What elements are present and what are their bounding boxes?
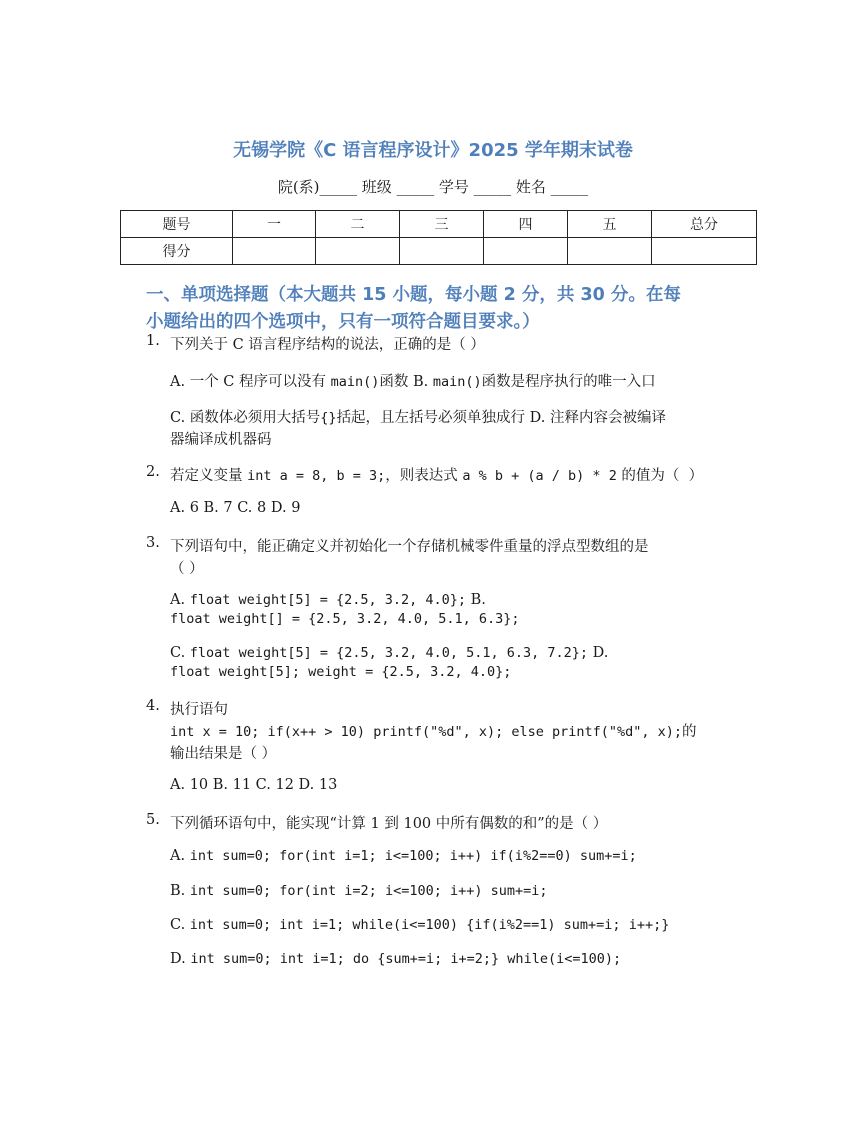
code-text: float weight[5] = {2.5, 3.2, 4.0}; (189, 592, 467, 608)
question-line (170, 664, 511, 680)
question-line (170, 812, 607, 833)
text: ，则表达式 (385, 468, 463, 484)
code-text: int sum=0; int i=1; while(i<=100) {if(i%2==1) sum+=i; i++;} (189, 917, 670, 933)
text: 下列关于 C 语言程序结构的说法，正确的是（ ） (170, 337, 485, 353)
text: A. 一个 C 程序可以没有 (170, 374, 331, 390)
text: D. (588, 645, 609, 661)
question-number: 3. (146, 535, 160, 551)
text: 的 (682, 724, 697, 740)
header-cell: 一 (233, 211, 316, 238)
question-line (170, 406, 666, 427)
section-heading: 一、单项选择题（本大题共 15 小题，每小题 2 分，共 30 分。在每 (146, 285, 681, 305)
text: 括起，且左括号必须单独成行 D. 注释内容会被编译 (336, 410, 666, 426)
code-text: float weight[5]; weight = {2.5, 3.2, 4.0}; (170, 664, 512, 680)
code-text: int sum=0; for(int i=1; i<=100; i++) if(i%2==0) sum+=i; (189, 848, 637, 864)
score-table (120, 210, 757, 265)
score-cell (568, 238, 652, 265)
student-info-fields: 院(系)_____ 班级 _____ 学号 _____ 姓名 _____ (277, 178, 589, 196)
text: 输出结果是（ ） (170, 746, 277, 762)
text: C. (170, 917, 190, 933)
score-cell (400, 238, 484, 265)
question-line (170, 611, 520, 627)
text: C. 函数体必须用大括号 (170, 410, 321, 426)
question-line (170, 698, 228, 719)
question-line (170, 883, 548, 899)
question-line (170, 848, 637, 864)
question-line (170, 464, 703, 485)
code-text: int sum=0; int i=1; do {sum+=i; i+=2;} while(i<=100); (190, 951, 622, 967)
question-line (170, 917, 669, 933)
code-text: int sum=0; for(int i=2; i<=100; i++) sum+=i; (189, 883, 548, 899)
question-line (170, 500, 300, 516)
text: 下列循环语句中，能实现“计算 1 到 100 中所有偶数的和”的是（ ） (170, 816, 608, 832)
question-line (170, 535, 649, 556)
question-number: 5. (146, 812, 160, 828)
header-cell: 总分 (652, 211, 757, 238)
text: （ ） (170, 561, 204, 577)
code-text: int x = 10; if(x++ > 10) printf("%d", x); else printf("%d", x); (170, 724, 683, 740)
question-number: 2. (146, 464, 160, 480)
question-line (170, 333, 485, 354)
question-line (170, 742, 276, 763)
code-text: float weight[5] = {2.5, 3.2, 4.0, 5.1, 6.3, 7.2}; (189, 645, 589, 661)
question-line (170, 951, 621, 967)
text: A. 10 B. 11 C. 12 D. 13 (170, 777, 338, 793)
text: 的值为（ ） (616, 468, 704, 484)
header-cell: 题号 (121, 211, 233, 238)
text: D. (170, 951, 191, 967)
section-heading: 小题给出的四个选项中，只有一项符合题目要求。） (146, 312, 540, 332)
score-cell (652, 238, 757, 265)
score-cell (316, 238, 400, 265)
text: 器编译成机器码 (170, 432, 272, 448)
code-text: main() (330, 374, 380, 390)
text: A. 6 B. 7 C. 8 D. 9 (170, 500, 301, 516)
text: B. (170, 883, 190, 899)
text: A. (170, 848, 190, 864)
question-line (170, 428, 272, 449)
row-label: 得分 (121, 238, 233, 265)
score-cell (233, 238, 316, 265)
exam-title: 无锡学院《C 语言程序设计》2025 学年期末试卷 (233, 140, 633, 161)
header-cell: 二 (316, 211, 400, 238)
question-number: 4. (146, 698, 160, 714)
text: C. (170, 645, 190, 661)
header-cell: 五 (568, 211, 652, 238)
header-cell: 四 (484, 211, 568, 238)
header-cell: 三 (400, 211, 484, 238)
score-cell (484, 238, 568, 265)
text: 下列语句中，能正确定义并初始化一个存储机械零件重量的浮点型数组的是 (170, 539, 649, 555)
text: A. (170, 592, 190, 608)
code-text: a % b + (a / b) * 2 (462, 468, 617, 484)
question-line (170, 777, 337, 793)
question-line (170, 592, 486, 608)
text: 若定义变量 (170, 468, 248, 484)
code-text: int a = 8, b = 3; (247, 468, 386, 484)
text: 执行语句 (170, 702, 228, 718)
score-table-row (121, 238, 757, 265)
question-line (170, 370, 656, 391)
code-text: {} (320, 410, 337, 426)
question-line (170, 557, 204, 578)
score-table-header (121, 211, 757, 238)
code-text: main() (432, 374, 482, 390)
question-line (170, 720, 697, 741)
text: 函数 B. (379, 374, 433, 390)
question-number: 1. (146, 333, 160, 349)
text: B. (466, 592, 486, 608)
text: 函数是程序执行的唯一入口 (481, 374, 656, 390)
question-line (170, 645, 608, 661)
code-text: float weight[] = {2.5, 3.2, 4.0, 5.1, 6.3}; (170, 611, 520, 627)
